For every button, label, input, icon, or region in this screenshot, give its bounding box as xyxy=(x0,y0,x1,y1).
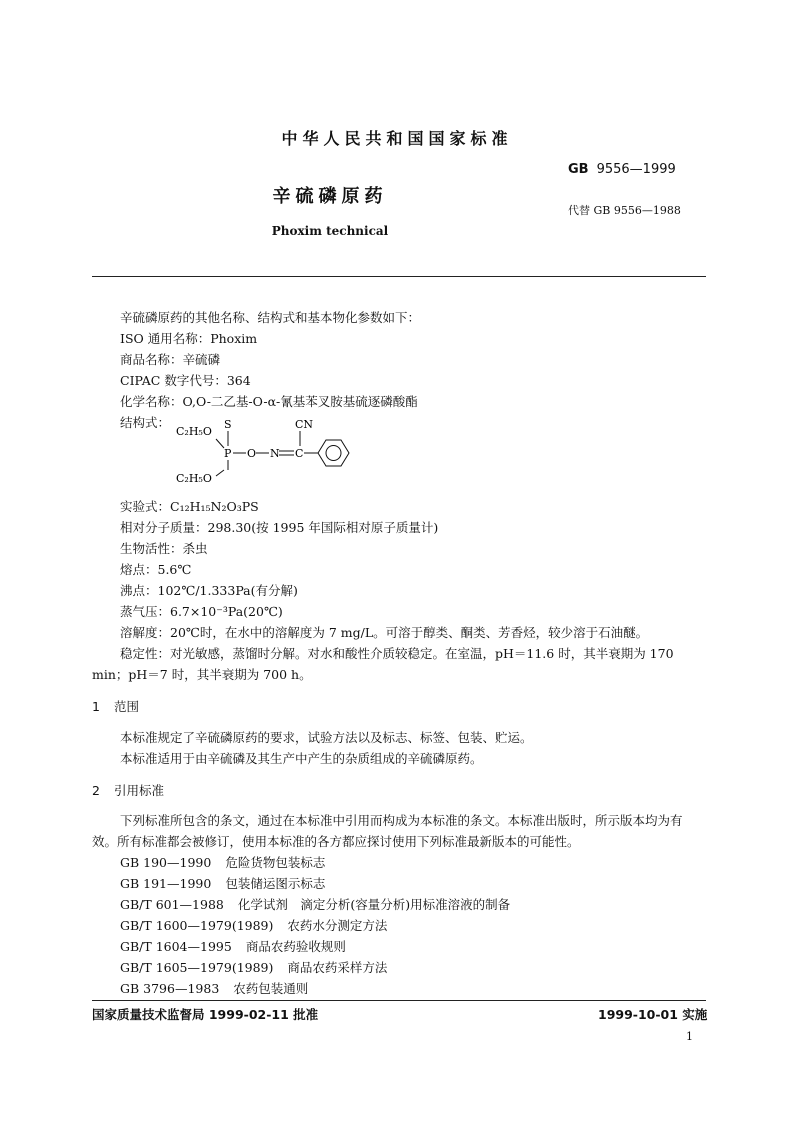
section-1-heading xyxy=(92,697,139,715)
reference-code: GB/T 1600—1979(1989) xyxy=(120,918,274,933)
reference-code: GB/T 1604—1995 xyxy=(120,939,232,954)
formula-c2h5o-bottom: C₂H₅O xyxy=(176,472,212,485)
cipac-code: CIPAC 数字代号：364 xyxy=(120,373,251,388)
reference-item xyxy=(120,873,325,894)
reference-item xyxy=(120,852,325,873)
effective-date: 1999-10-01 实施 xyxy=(598,1007,708,1022)
footer-divider xyxy=(92,1000,706,1001)
molar-mass: 相对分子质量：298.30(按 1995 年国际相对原子质量计) xyxy=(120,520,439,535)
boiling-point: 沸点：102℃/1.333Pa(有分解) xyxy=(120,583,298,598)
section-2-number: 2 xyxy=(92,783,100,798)
reference-item xyxy=(120,978,308,999)
reference-title: 危险货物包装标志 xyxy=(225,855,326,870)
reference-title: 商品农药验收规则 xyxy=(245,939,346,954)
structural-formula xyxy=(170,414,360,490)
reference-code: GB/T 1605—1979(1989) xyxy=(120,960,274,975)
vapor-pressure: 蒸气压：6.7×10⁻³Pa(20℃) xyxy=(120,604,283,619)
formula-p: P xyxy=(224,447,232,460)
intro-lead: 辛硫磷原药的其他名称、结构式和基本物化参数如下： xyxy=(120,310,421,325)
approval-date: 国家质量技术监督局 1999-02-11 批准 xyxy=(92,1007,319,1022)
structure-label: 结构式： xyxy=(120,415,171,430)
formula-c2h5o-top: C₂H₅O xyxy=(176,425,212,438)
biological-activity: 生物活性：杀虫 xyxy=(120,541,208,556)
reference-item xyxy=(120,957,387,978)
stability: 稳定性：对光敏感，蒸馏时分解。对水和酸性介质较稳定。在室温，pH＝11.6 时，其半衰期为 170 min；pH＝7 时，其半衰期为 700 h。 xyxy=(92,646,674,682)
reference-code: GB 3796—1983 xyxy=(120,981,220,996)
formula-c: C xyxy=(295,447,304,460)
reference-item xyxy=(120,936,346,957)
replaces-note: 代替 GB 9556—1988 xyxy=(568,204,681,217)
gb-number: 9556—1999 xyxy=(596,162,676,177)
trade-name: 商品名称：辛硫磷 xyxy=(120,352,221,367)
section-1-paragraph-1: 本标准规定了辛硫磷原药的要求，试验方法以及标志、标签、包装、贮运。 xyxy=(120,730,533,745)
reference-title: 商品农药采样方法 xyxy=(287,960,388,975)
standard-number xyxy=(568,162,676,177)
melting-point: 熔点：5.6℃ xyxy=(120,562,192,577)
standard-org-heading: 中华人民共和国国家标准 xyxy=(281,129,513,148)
formula-o: O xyxy=(247,447,257,460)
reference-code: GB/T 601—1988 xyxy=(120,897,224,912)
reference-title: 化学试剂 滴定分析(容量分析)用标准溶液的制备 xyxy=(237,897,511,912)
reference-code: GB 191—1990 xyxy=(120,876,212,891)
section-1-title: 范围 xyxy=(114,699,140,714)
chemical-name: 化学名称：O,O-二乙基-O-α-氰基苯叉胺基硫逐磷酸酯 xyxy=(120,394,418,409)
benzene-ring xyxy=(318,440,349,466)
reference-title: 农药包装通则 xyxy=(233,981,309,996)
section-2-paragraph: 下列标准所包含的条文，通过在本标准中引用而构成为本标准的条文。本标准出版时，所示版本均为有效。所有标准都会被修订，使用本标准的各方都应探讨使用下列标准最新版本的可能性。 xyxy=(92,813,683,849)
english-title: Phoxim technical xyxy=(271,224,389,238)
empirical-formula: 实验式：C₁₂H₁₅N₂O₃PS xyxy=(120,499,259,514)
formula-s: S xyxy=(224,418,232,431)
iso-name: ISO 通用名称：Phoxim xyxy=(120,331,258,346)
section-1-number: 1 xyxy=(92,699,100,714)
reference-title: 包装储运图示标志 xyxy=(225,876,326,891)
section-2-title: 引用标准 xyxy=(114,783,165,798)
page-number: 1 xyxy=(686,1030,693,1043)
document-title: 辛硫磷原药 xyxy=(272,186,388,207)
reference-title: 农药水分测定方法 xyxy=(287,918,388,933)
header-divider xyxy=(92,276,706,277)
reference-item xyxy=(120,894,510,915)
reference-code: GB 190—1990 xyxy=(120,855,212,870)
reference-item xyxy=(120,915,387,936)
section-2-heading xyxy=(92,781,164,799)
formula-cn: CN xyxy=(295,418,314,431)
formula-n: N xyxy=(270,447,280,460)
solubility: 溶解度：20℃时，在水中的溶解度为 7 mg/L。可溶于醇类、酮类、芳香烃，较少溶于石油醚。 xyxy=(120,625,649,640)
section-1-paragraph-2: 本标准适用于由辛硫磷及其生产中产生的杂质组成的辛硫磷原药。 xyxy=(120,751,483,766)
gb-prefix: GB xyxy=(568,162,589,177)
